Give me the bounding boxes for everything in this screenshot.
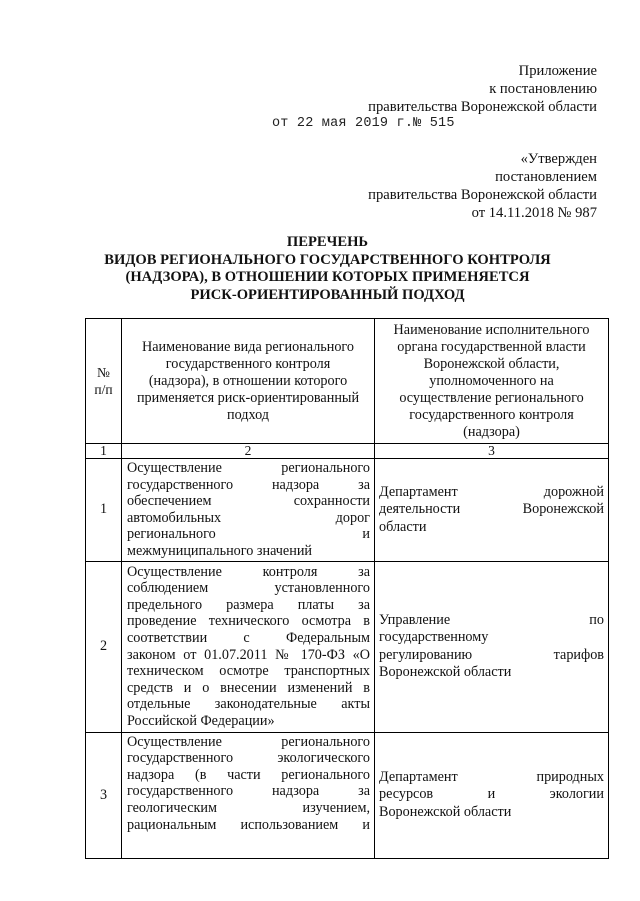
header-name-line: подход	[227, 406, 269, 423]
row-name-cell	[122, 459, 375, 562]
row-org-line: Воронежской области	[379, 803, 512, 820]
row-name-line: соблюдением установленного	[127, 580, 370, 597]
row-name-line: Осуществление регионального	[127, 460, 370, 476]
row-org-line: Управление по	[379, 611, 604, 628]
row-org-line: регулированию тарифов	[379, 646, 604, 663]
row-name-line: законом от 01.07.2011 № 170-ФЗ «О	[127, 646, 370, 663]
table-row	[86, 459, 609, 562]
row-name-line: межмуниципального значений	[127, 542, 313, 559]
header-name-cell	[122, 319, 375, 444]
row-name-line: государственного надзора за	[127, 476, 370, 493]
header-org-line: Наименование исполнительного	[393, 321, 590, 338]
row-name-line: автомобильных дорог	[127, 509, 370, 526]
header-org-line: уполномоченного на	[429, 372, 554, 389]
table-row	[86, 732, 609, 858]
row-number: 3	[86, 732, 122, 858]
row-name-line: соответствии с Федеральным	[127, 629, 370, 646]
row-name-line: надзора (в части регионального	[127, 766, 370, 783]
row-name-line: отдельные законодательные акты	[127, 696, 370, 713]
row-org-line: деятельности Воронежской	[379, 501, 604, 518]
document-title	[40, 234, 615, 304]
row-org-cell	[375, 561, 609, 732]
header-num-label: п/п	[94, 382, 113, 397]
control-types-table	[85, 318, 609, 859]
row-name-cell	[122, 732, 375, 858]
header-name-line: государственного контроля	[165, 355, 331, 372]
title-line: ВИДОВ РЕГИОНАЛЬНОГО ГОСУДАРСТВЕННОГО КОНТРОЛЯ	[104, 251, 551, 268]
row-org-line: Департамент дорожной	[379, 483, 604, 500]
row-name-line: геологическим изучением,	[127, 799, 370, 816]
row-org-line: Воронежской области	[379, 664, 512, 681]
row-name-line: Осуществление контроля за	[127, 563, 370, 580]
row-name-line: средств и о внесении изменений в	[127, 679, 370, 696]
approved-line: постановлением	[495, 169, 597, 185]
header-org-line: Воронежской области,	[423, 355, 560, 372]
row-name-line: государственного надзора за	[127, 783, 370, 800]
table-header-row	[86, 319, 609, 444]
header-name-line: применяется риск-ориентированный	[136, 389, 360, 406]
row-name-line: обеспечением сохранности	[127, 493, 370, 510]
table-row	[86, 561, 609, 732]
approved-line: «Утвержден	[520, 151, 597, 167]
row-number: 2	[86, 561, 122, 732]
row-name-line: техническом осмотре транспортных	[127, 663, 370, 680]
appendix-block	[368, 62, 597, 116]
row-name-cell	[122, 561, 375, 732]
approved-line: от 14.11.2018 № 987	[471, 205, 597, 221]
table-index-row	[86, 444, 609, 459]
row-name-line: проведение технического осмотра в	[127, 613, 370, 630]
row-org-cell	[375, 732, 609, 858]
row-name-line: Российской Федерации»	[127, 712, 275, 729]
title-line: РИСК-ОРИЕНТИРОВАННЫЙ ПОДХОД	[190, 286, 465, 303]
header-num-cell	[86, 319, 122, 444]
row-name-line: регионального и	[127, 526, 370, 543]
row-org-line: ресурсов и экологии	[379, 786, 604, 803]
approved-block	[368, 150, 597, 222]
header-org-line: (надзора)	[463, 423, 520, 440]
row-name-line: предельного размера платы за	[127, 596, 370, 613]
index-cell: 1	[86, 444, 122, 459]
decree-stamp: от 22 мая 2019 г.№ 515	[272, 116, 455, 131]
title-line: (НАДЗОРА), В ОТНОШЕНИИ КОТОРЫХ ПРИМЕНЯЕТСЯ	[125, 269, 530, 285]
title-line: ПЕРЕЧЕНЬ	[286, 234, 369, 250]
index-cell: 2	[122, 444, 375, 459]
appendix-line: к постановлению	[489, 81, 597, 97]
index-cell: 3	[375, 444, 609, 459]
row-org-cell	[375, 459, 609, 562]
header-num-symbol: №	[97, 365, 110, 380]
header-name-line: Наименование вида регионального	[142, 338, 354, 355]
row-name-line: Осуществление регионального	[127, 733, 370, 750]
header-name-line: (надзора), в отношении которого	[148, 372, 348, 389]
approved-line: правительства Воронежской области	[368, 187, 597, 203]
row-name-line: рациональным использованием и	[127, 816, 370, 833]
row-org-line: государственному	[379, 629, 489, 646]
row-name-line: государственного экологического	[127, 750, 370, 767]
header-org-cell	[375, 319, 609, 444]
row-number: 1	[86, 459, 122, 562]
header-org-line: государственного контроля	[409, 406, 574, 423]
row-org-line: области	[379, 518, 427, 535]
appendix-line: правительства Воронежской области	[368, 99, 597, 115]
row-org-line: Департамент природных	[379, 768, 604, 785]
header-org-line: органа государственной власти	[397, 338, 586, 355]
appendix-line: Приложение	[518, 63, 597, 79]
header-org-line: осуществление регионального	[399, 389, 584, 406]
